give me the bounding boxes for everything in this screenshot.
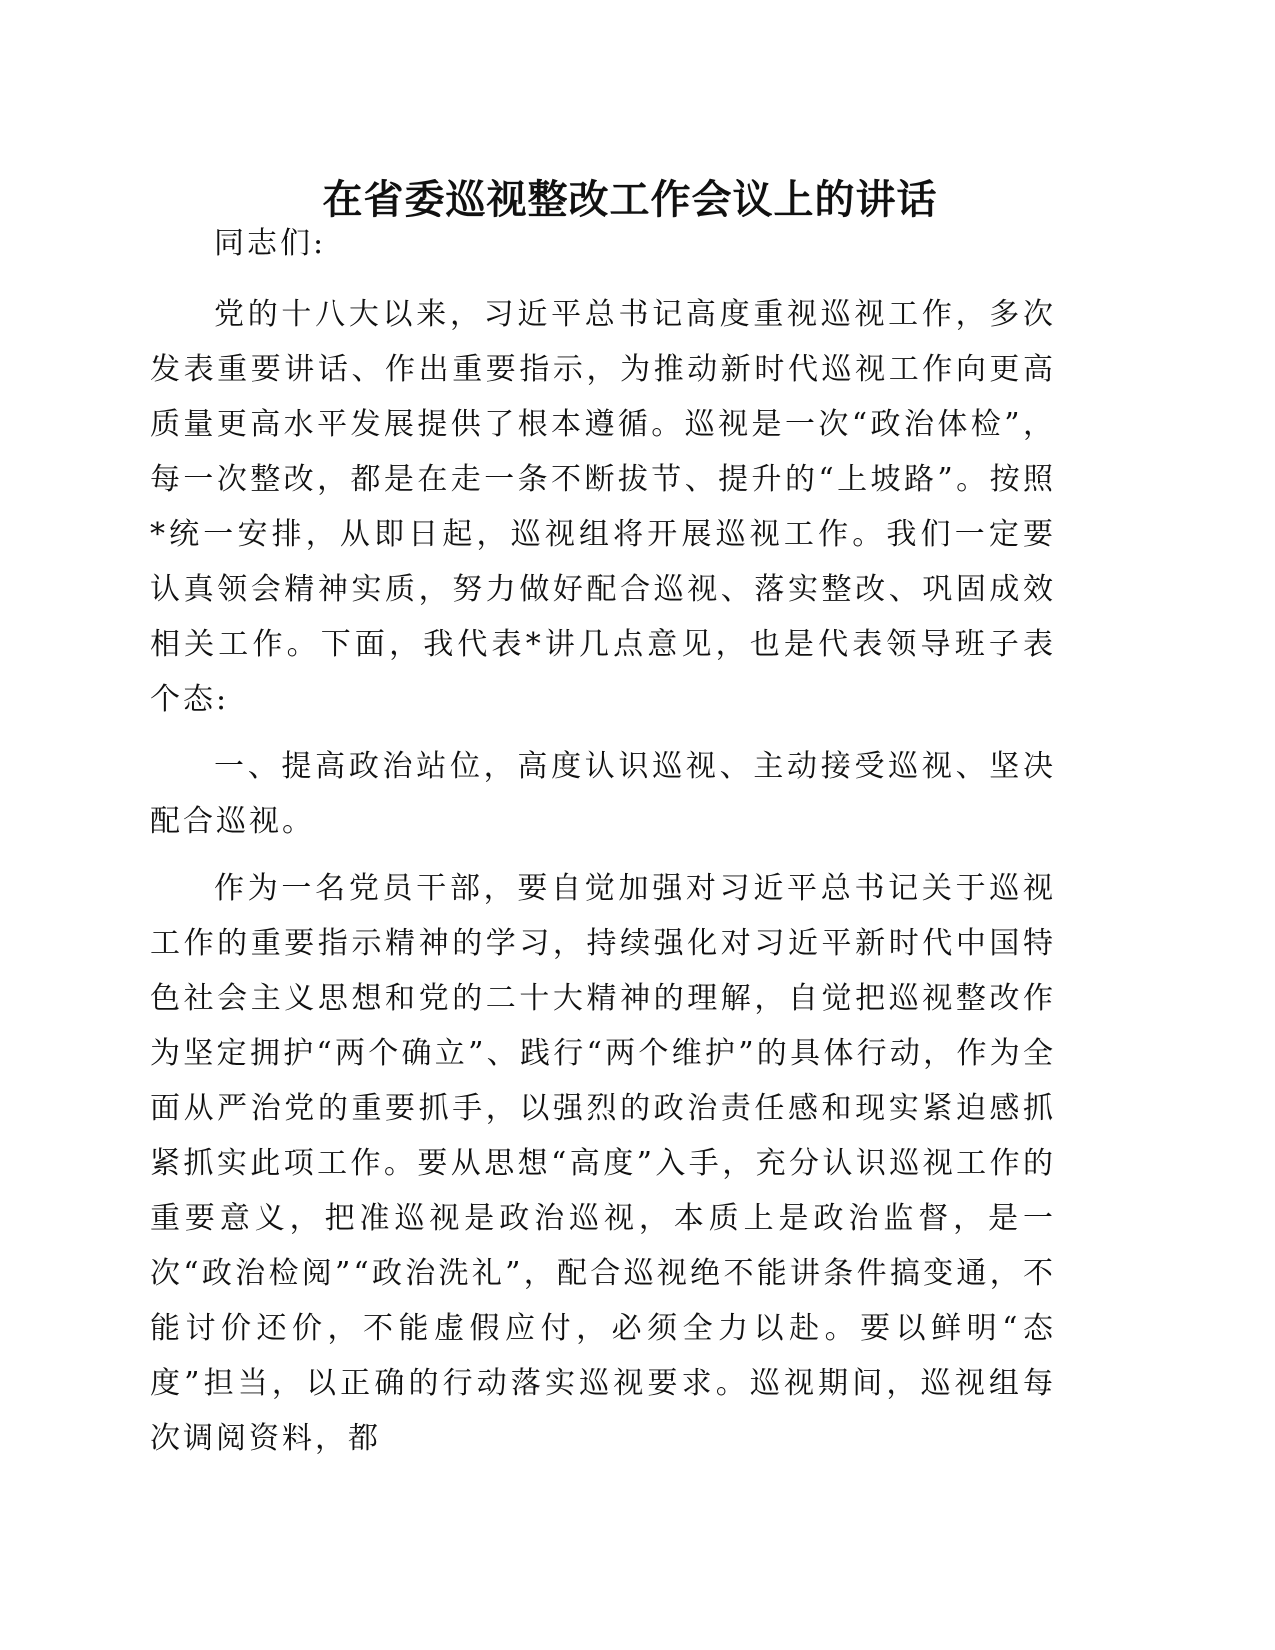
- salutation: 同志们:: [214, 226, 327, 261]
- section-heading-1: 一、提高政治站位，高度认识巡视、主动接受巡视、坚决配合巡视。: [150, 749, 1056, 839]
- paragraph-intro: 党的十八大以来，习近平总书记高度重视巡视工作，多次发表重要讲话、作出重要指示，为推动新时代巡视工作向更高质量更高水平发展提供了根本遵循。巡视是一次“政治体检”，每一次整改，都是在走一条不断拔节、提升的“上坡路”。按照*统一安排，从即日起，巡视组将开展巡视工作。我们一定要认真领会精神实质，努力做好配合巡视、落实整改、巩固成效相关工作。下面，我代表*讲几点意见，也是代表领导班子表个态:: [150, 297, 1056, 717]
- document-body: [150, 216, 1056, 1478]
- paragraph-section-1: 作为一名党员干部，要自觉加强对习近平总书记关于巡视工作的重要指示精神的学习，持续强化对习近平新时代中国特色社会主义思想和党的二十大精神的理解，自觉把巡视整改作为坚定拥护“两个确立”、践行“两个维护”的具体行动，作为全面从严治党的重要抓手，以强烈的政治责任感和现实紧迫感抓紧抓实此项工作。要从思想“高度”入手，充分认识巡视工作的重要意义，把准巡视是政治巡视，本质上是政治监督，是一次“政治检阅”“政治洗礼”，配合巡视绝不能讲条件搞变通，不能讨价还价，不能虚假应付，必须全力以赴。要以鲜明“态度”担当，以正确的行动落实巡视要求。巡视期间，巡视组每次调阅资料，都: [150, 871, 1056, 1456]
- document-title: 在省委巡视整改工作会议上的讲话: [322, 177, 938, 223]
